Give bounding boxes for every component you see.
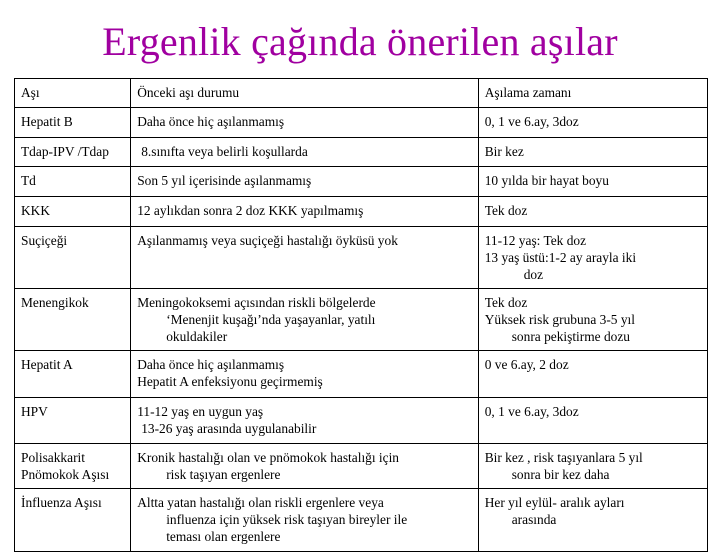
cell-line: doz [523,267,544,282]
cell-line: Hepatit A enfeksiyonu geçirmemiş [137,374,323,389]
cell-line: arasında [511,512,557,527]
table-header-row [15,79,708,108]
cell-line: 0, 1 ve 6.ay, 3doz [484,404,579,419]
timing-cell [478,289,707,351]
table-row [15,489,708,552]
status-cell [131,227,479,289]
cell-line: Hepatit B [21,114,73,129]
status-cell [131,289,479,351]
cell-line: Her yıl eylül- aralık ayları [484,495,625,510]
table-row [15,227,708,289]
vaccine-cell [15,167,131,197]
header-previous-status: Önceki aşı durumu [131,79,479,108]
cell-line: sonra pekiştirme dozu [511,329,630,344]
timing-cell [478,227,707,289]
cell-line: Kronik hastalığı olan ve pnömokok hastalığı için [137,450,400,465]
cell-line: 0 ve 6.ay, 2 doz [484,357,569,372]
cell-line: Bir kez , risk taşıyanlara 5 yıl [484,450,643,465]
cell-line: Daha önce hiç aşılanmamış [137,357,285,372]
table-row [15,138,708,167]
status-cell [131,398,479,444]
table-row [15,289,708,351]
cell-line: Tdap-IPV /Tdap [21,144,109,159]
cell-line: Aşılanmamış veya suçiçeği hastalığı öyküsü yok [137,233,398,248]
cell-line: 12 aylıkdan sonra 2 doz KKK yapılmamış [137,203,364,218]
timing-cell [478,138,707,167]
cell-line: 8.sınıfta veya belirli koşullarda [141,144,308,159]
cell-line: Polisakkarit [21,450,85,465]
cell-line: Menengikok [21,295,89,310]
table-row [15,167,708,197]
vaccine-cell [15,489,131,552]
slide-title: Ergenlik çağında önerilen aşılar [102,19,618,64]
cell-line: Tek doz [484,203,528,218]
cell-line: 0, 1 ve 6.ay, 3doz [484,114,579,129]
cell-line: 11-12 yaş: Tek doz [484,233,587,248]
cell-line: ‘Menenjit kuşağı’nda yaşayanlar, yatılı [166,312,376,327]
vaccine-cell [15,289,131,351]
status-cell [131,167,479,197]
table-row [15,197,708,227]
cell-line: Son 5 yıl içerisinde aşılanmamış [137,173,312,188]
cell-line: Daha önce hiç aşılanmamış [137,114,285,129]
status-cell [131,108,479,138]
vaccine-cell [15,444,131,489]
cell-line: Yüksek risk grubuna 3-5 yıl [484,312,635,327]
table-row [15,444,708,489]
status-cell [131,197,479,227]
timing-cell [478,444,707,489]
cell-line: 10 yılda bir hayat boyu [484,173,609,188]
cell-line: KKK [21,203,51,218]
vaccine-cell [15,227,131,289]
cell-line: risk taşıyan ergenlere [166,467,281,482]
table-row [15,351,708,398]
timing-cell [478,398,707,444]
cell-line: Meningokoksemi açısından riskli bölgelerde [137,295,376,310]
cell-line: Bir kez [484,144,524,159]
cell-line: teması olan ergenlere [166,529,281,544]
cell-line: 13 yaş üstü:1-2 ay arayla iki [484,250,637,265]
header-vaccine: Aşı [15,79,131,108]
cell-line: İnfluenza Aşısı [21,495,102,510]
vaccine-cell [15,398,131,444]
cell-line: Hepatit A [21,357,73,372]
cell-line: influenza için yüksek risk taşıyan bireyler ile [166,512,408,527]
cell-line: okuldakiler [166,329,228,344]
vaccine-cell [15,197,131,227]
status-cell [131,138,479,167]
vaccine-schedule-table [14,78,708,552]
table-row [15,108,708,138]
cell-line: Td [21,173,36,188]
cell-line: Pnömokok Aşısı [21,467,110,482]
vaccine-cell [15,351,131,398]
table-row [15,398,708,444]
timing-cell [478,108,707,138]
cell-line: HPV [21,404,48,419]
status-cell [131,489,479,552]
status-cell [131,351,479,398]
vaccine-cell [15,138,131,167]
cell-line: 11-12 yaş en uygun yaş [137,404,264,419]
timing-cell [478,167,707,197]
cell-line: sonra bir kez daha [511,467,610,482]
cell-line: 13-26 yaş arasında uygulanabilir [141,421,317,436]
timing-cell [478,489,707,552]
vaccine-cell [15,108,131,138]
status-cell [131,444,479,489]
header-timing: Aşılama zamanı [478,79,707,108]
timing-cell [478,351,707,398]
timing-cell [478,197,707,227]
cell-line: Tek doz [484,295,528,310]
cell-line: Altta yatan hastalığı olan riskli ergenlere veya [137,495,384,510]
cell-line: Suçiçeği [21,233,68,248]
